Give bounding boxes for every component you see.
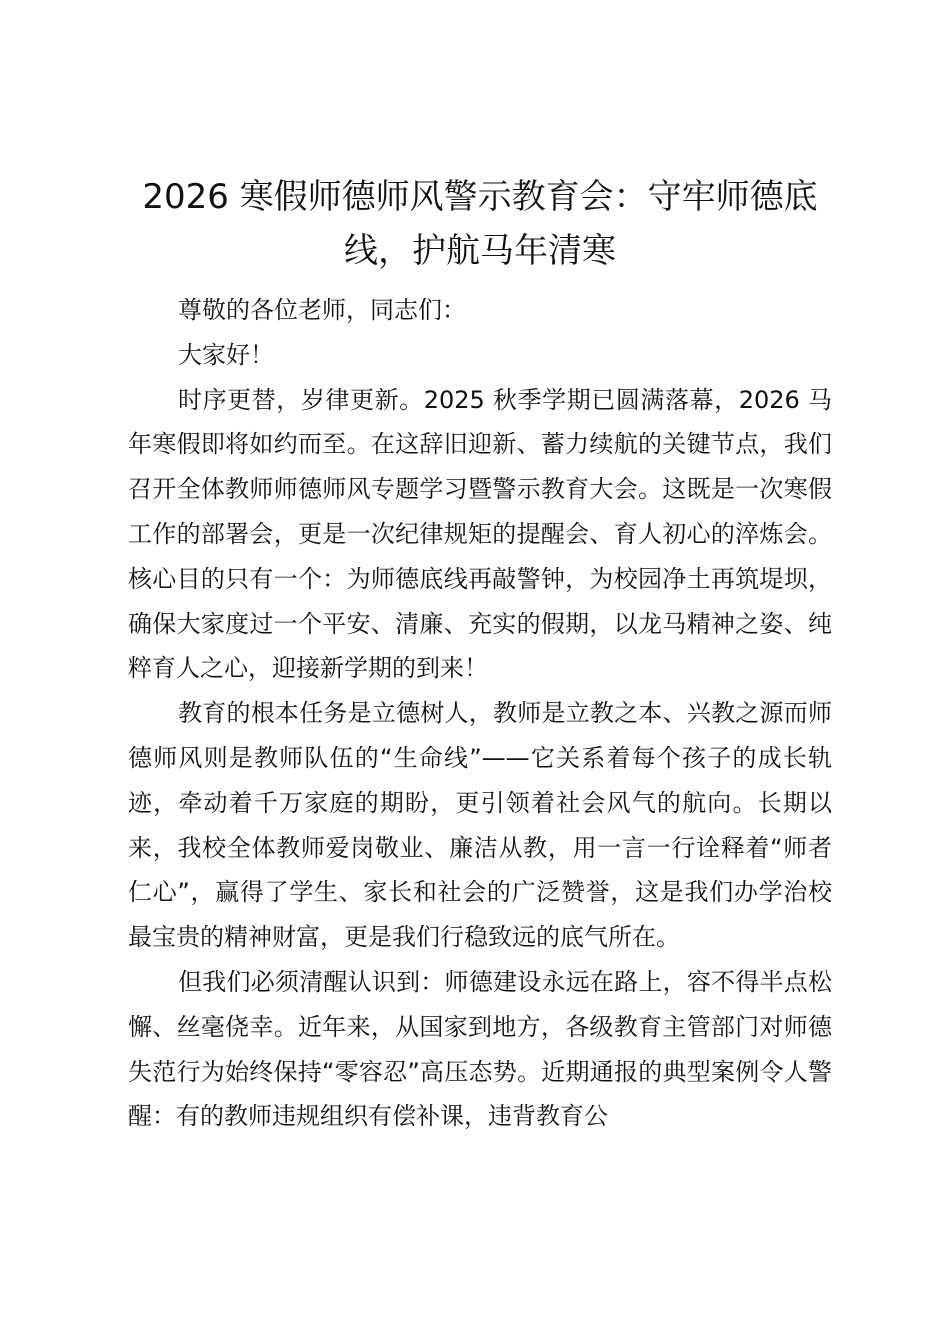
paragraph-3: 但我们必须清醒认识到：师德建设永远在路上，容不得半点松懈、丝毫侥幸。近年来，从国家到地方，各级教育主管部门对师德失范行为始终保持“零容忍”高压态势。近期通报的典型案例令人警醒：有的教师违规组织有偿补课，违背教育公	[128, 967, 832, 1131]
greeting: 大家好！	[178, 340, 274, 369]
document-page	[128, 170, 832, 1139]
salutation: 尊敬的各位老师，同志们：	[178, 296, 466, 324]
paragraph-2: 教育的根本任务是立德树人，教师是立教之本、兴教之源而师德师风则是教师队伍的“生命线”——它关系着每个孩子的成长轨迹，牵动着千万家庭的期盼，更引领着社会风气的航向。长期以来，我校全体教师爱岗敬业、廉洁从教，用一言一行诠释着“师者仁心”，赢得了学生、家长和社会的广泛赞誉，这是我们办学治校最宝贵的精神财富，更是我们行稳致远的底气所在。	[128, 699, 832, 952]
paragraph-1: 时序更替，岁律更新。2025 秋季学期已圆满落幕，2026 马年寒假即将如约而至。在这辞旧迎新、蓄力续航的关键节点，我们召开全体教师师德师风专题学习暨警示教育大会。这既是一次寒假工作的部署会，更是一次纪律规矩的提醒会、育人初心的淬炼会。核心目的只有一个：为师德底线再敲警钟，为校园净土再筑堤坝，确保大家度过一个平安、清廉、充实的假期，以龙马精神之姿、纯粹育人之心，迎接新学期的到来！	[128, 385, 832, 683]
document-title: 2026 寒假师德师风警示教育会：守牢师德底线，护航马年清寒	[142, 177, 818, 271]
